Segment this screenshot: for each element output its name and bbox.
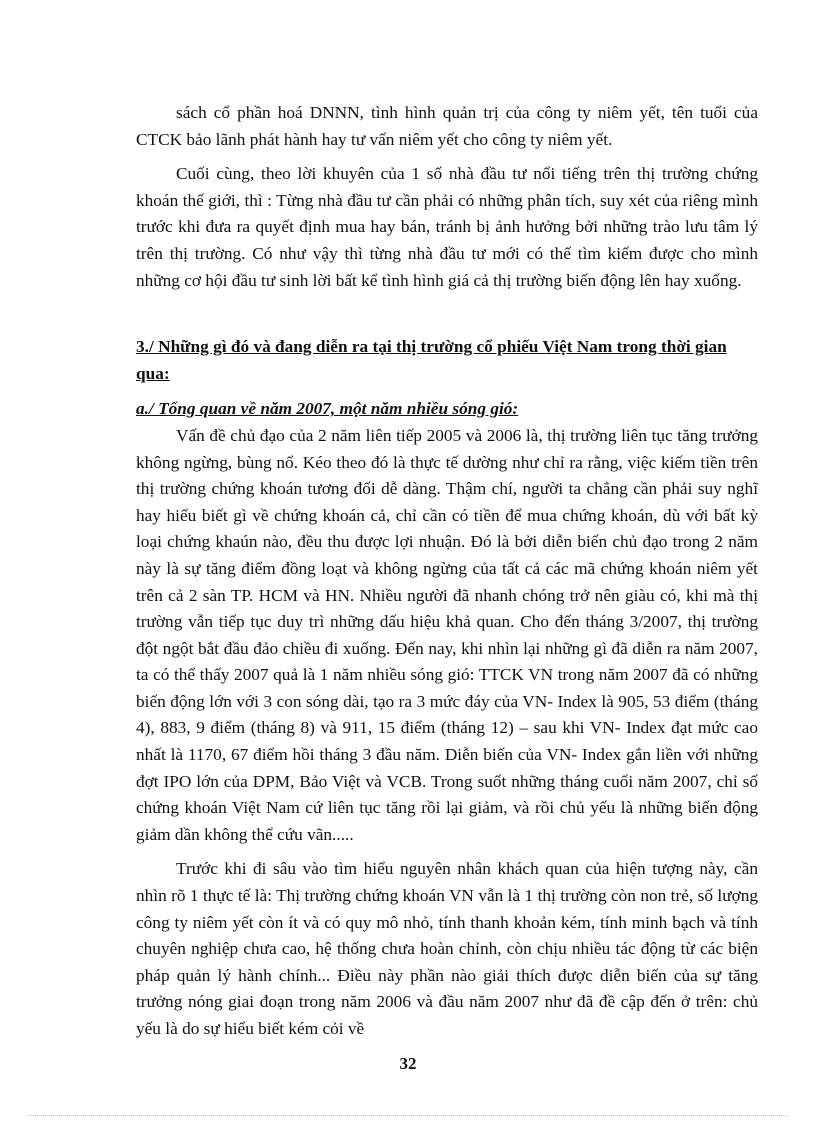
section-heading: 3./ Những gì đó và đang diễn ra tại thị trường cổ phiếu Việt Nam trong thời gian qua: (136, 337, 727, 383)
page-body (136, 100, 758, 1043)
page-number: 32 (399, 1054, 417, 1073)
paragraph-1: sách cổ phần hoá DNNN, tình hình quản trị của công ty niêm yết, tên tuổi của CTCK bảo lãnh phát hành hay tư vấn niêm yết cho công ty niêm yết. (136, 103, 758, 149)
subsection-heading: a./ Tổng quan về năm 2007, một năm nhiều sóng gió: (136, 399, 519, 419)
paragraph-2: Cuối cùng, theo lời khuyên của 1 số nhà đầu tư nổi tiếng trên thị trường chứng khoán thế giới, thì : Từng nhà đầu tư cần phải có những phân tích, suy xét của riêng mình trước khi đưa ra quyết định mua hay bán, tránh bị ảnh hưởng bởi những trào lưu tâm lý trên thị trường. Có như vậy thì từng nhà đầu tư mới có thể tìm kiếm được cho mình những cơ hội đầu tư sinh lời bất kể tình hình giá cả thị trường biến động lên hay xuống. (136, 164, 758, 290)
paragraph-4: Trước khi đi sâu vào tìm hiểu nguyên nhân khách quan của hiện tượng này, cần nhìn rõ 1 thực tế là: Thị trường chứng khoán VN vẫn là 1 thị trường còn non trẻ, số lượng công ty niêm yết còn ít và có quy mô nhỏ, tính thanh khoản kém, tính minh bạch và tính chuyên nghiệp chưa cao, hệ thống chưa hoàn chỉnh, còn chịu nhiều tác động từ các biện pháp quản lý hành chính... Điều này phần nào giải thích được diễn biến của sự tăng trưởng nóng giai đoạn trong năm 2006 và đầu năm 2007 như đã đề cập đến ở trên: chủ yếu là do sự hiểu biết kém cỏi về (136, 859, 758, 1038)
page-bottom-divider (28, 1115, 788, 1116)
paragraph-3: Vấn đề chủ đạo của 2 năm liên tiếp 2005 và 2006 là, thị trường liên tục tăng trưởng không ngừng, bùng nổ. Kéo theo đó là thực tế dường như chỉ ra rằng, việc kiếm tiền trên thị trường chứng khoán tương đối dễ dàng. Thậm chí, người ta chẳng cần phải suy nghĩ hay hiểu biết gì về chứng khoán cả, chỉ cần có tiền để mua chứng khoán, dù với bất kỳ loại chứng khaún nào, đều thu được lợi nhuận. Đó là bởi diễn biến chủ đạo trong 2 năm này là sự tăng điểm đồng loạt và không ngừng của tất cả các mã chứng khoán niêm yết trên cả 2 sàn TP. HCM và HN. Nhiều người đã nhanh chóng trở nên giàu có, khi mà thị trường vẫn tiếp tục duy trì những dấu hiệu khả quan. Cho đến tháng 3/2007, thị trường đột ngột bắt đầu đảo chiều đi xuống. Đến nay, khi nhìn lại những gì đã diễn ra năm 2007, ta có thể thấy 2007 quả là 1 năm nhiều sóng gió: TTCK VN trong năm 2007 đã có những biến động lớn với 3 con sóng dài, tạo ra 3 mức đáy của VN- Index là 905, 53 điểm (tháng 4), 883, 9 điểm (tháng 8) và 911, 15 điểm (tháng 12) – sau khi VN- Index đạt mức cao nhất là 1170, 67 điểm hồi tháng 3 đầu năm. Diễn biến của VN- Index gắn liền với những đợt IPO lớn của DPM, Bảo Việt và VCB. Trong suốt những tháng cuối năm 2007, chỉ số chứng khoán Việt Nam cứ liên tục tăng rồi lại giảm, và rồi chủ yếu là những biến động giảm dần không thể cứu vãn..... (136, 425, 758, 844)
